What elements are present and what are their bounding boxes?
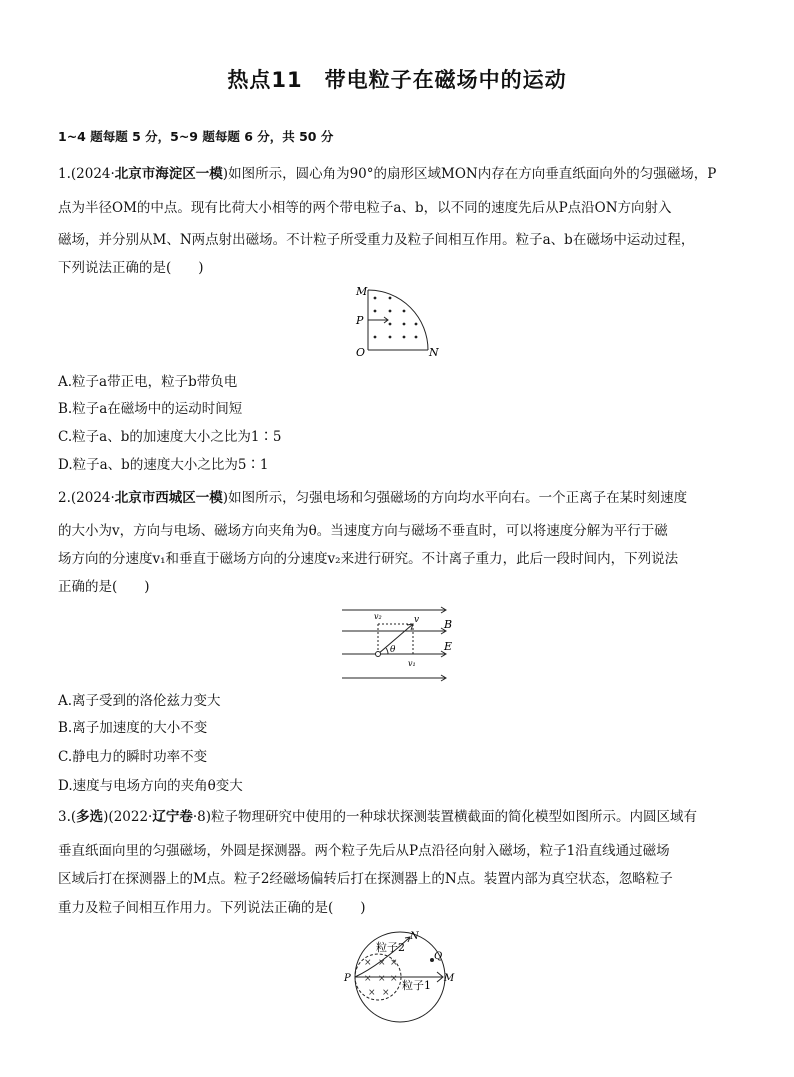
scoring-note: 1~4 题每题 5 分，5~9 题每题 6 分，共 50 分 xyxy=(58,129,334,144)
q2-label-b: B xyxy=(444,618,453,631)
q3-line-2: 垂直纸面向里的匀强磁场，外圆是探测器。两个粒子先后从P点沿径向射入磁场，粒子1沿直线通过磁场 xyxy=(58,843,670,859)
q1-option-b: B.粒子a在磁场中的运动时间短 xyxy=(58,401,243,417)
q2-label-theta: θ xyxy=(390,645,396,655)
q3-tag: 多选 xyxy=(76,809,104,825)
q2-option-a: A.离子受到的洛伦兹力变大 xyxy=(58,693,221,709)
q3-label-n: N xyxy=(410,931,419,942)
q2-label-v1: v₁ xyxy=(408,659,416,668)
svg-text:×: × xyxy=(364,958,372,968)
q1-option-a: A.粒子a带正电，粒子b带负电 xyxy=(58,374,238,390)
q1-line-4: 下列说法正确的是( ) xyxy=(58,260,204,276)
q1-label-p: P xyxy=(356,314,364,327)
q1-source: 北京市海淀区一模 xyxy=(114,166,223,182)
q3-figure xyxy=(340,925,460,1025)
svg-text:×: × xyxy=(382,988,390,998)
q1-field-dots xyxy=(374,297,418,339)
q2-text-1: )如图所示，匀强电场和匀强磁场的方向均水平向右。一个正离子在某时刻速度 xyxy=(222,490,688,506)
q3-label-q: Q xyxy=(434,951,443,962)
q3-label-m: M xyxy=(444,973,455,984)
page-title: 热点11 带电粒子在磁场中的运动 xyxy=(227,68,567,92)
q3-year: )(2022· xyxy=(103,809,153,825)
q2-line-3: 场方向的分速度v₁和垂直于磁场方向的分速度v₂来进行研究。不计离子重力，此后一段时间内，下列说法 xyxy=(58,551,679,567)
q2-label-v2: v₂ xyxy=(374,612,382,621)
svg-text:×: × xyxy=(390,958,398,968)
q2-line-4: 正确的是( ) xyxy=(58,579,150,595)
svg-text:×: × xyxy=(378,974,386,984)
q2-source: 北京市西城区一模 xyxy=(114,490,223,506)
q2-label-e: E xyxy=(444,640,453,653)
q1-line-1 xyxy=(58,165,748,183)
q1-option-d: D.粒子a、b的速度大小之比为5∶1 xyxy=(58,457,269,473)
q2-number: 2.(2024· xyxy=(58,490,115,506)
q1-label-m: M xyxy=(356,285,368,298)
q2-line-2: 的大小为v，方向与电场、磁场方向夹角为θ。当速度方向与磁场不垂直时，可以将速度分解为平行于磁 xyxy=(58,523,668,539)
svg-text:×: × xyxy=(390,974,398,984)
svg-text:×: × xyxy=(368,988,376,998)
q1-label-n: N xyxy=(429,346,439,359)
q2-option-c: C.静电力的瞬时功率不变 xyxy=(58,749,208,765)
svg-text:×: × xyxy=(364,974,372,984)
q3-label-particle2: 粒子2 xyxy=(376,941,405,954)
q3-line-1 xyxy=(58,808,748,826)
q1-label-o: O xyxy=(356,346,366,359)
q1-text-1: )如图所示，圆心角为90°的扇形区域MON内存在方向垂直纸面向外的匀强磁场，P xyxy=(222,166,717,182)
q3-source: 辽宁卷 xyxy=(152,809,193,825)
q3-text-1: ·8)粒子物理研究中使用的一种球状探测装置横截面的简化模型如图所示。内圆区域有 xyxy=(192,809,697,825)
q1-figure xyxy=(350,282,450,362)
q1-line-2: 点为半径OM的中点。现有比荷大小相等的两个带电粒子a、b，以不同的速度先后从P点沿ON方向射入 xyxy=(58,200,672,216)
q2-line-1 xyxy=(58,489,748,507)
q2-option-b: B.离子加速度的大小不变 xyxy=(58,720,208,736)
q2-label-v: v xyxy=(414,615,420,625)
q3-field-crosses xyxy=(364,958,398,998)
q3-label-p: P xyxy=(344,973,351,984)
q2-figure xyxy=(338,604,464,684)
q3-line-3: 区域后打在探测器上的M点。粒子2经磁场偏转后打在探测器上的N点。装置内部为真空状态，忽略粒子 xyxy=(58,871,673,887)
q3-number: 3.( xyxy=(58,809,77,825)
q1-number: 1.(2024· xyxy=(58,166,115,182)
q3-line-4: 重力及粒子间相互作用力。下列说法正确的是( ) xyxy=(58,900,366,916)
q1-line-3: 磁场，并分别从M、N两点射出磁场。不计粒子所受重力及粒子间相互作用。粒子a、b在磁场中运动过程， xyxy=(58,232,695,248)
q3-label-particle1: 粒子1 xyxy=(402,979,431,992)
q2-option-d: D.速度与电场方向的夹角θ变大 xyxy=(58,778,243,794)
q1-option-c: C.粒子a、b的加速度大小之比为1∶5 xyxy=(58,429,282,445)
svg-text:×: × xyxy=(378,958,386,968)
